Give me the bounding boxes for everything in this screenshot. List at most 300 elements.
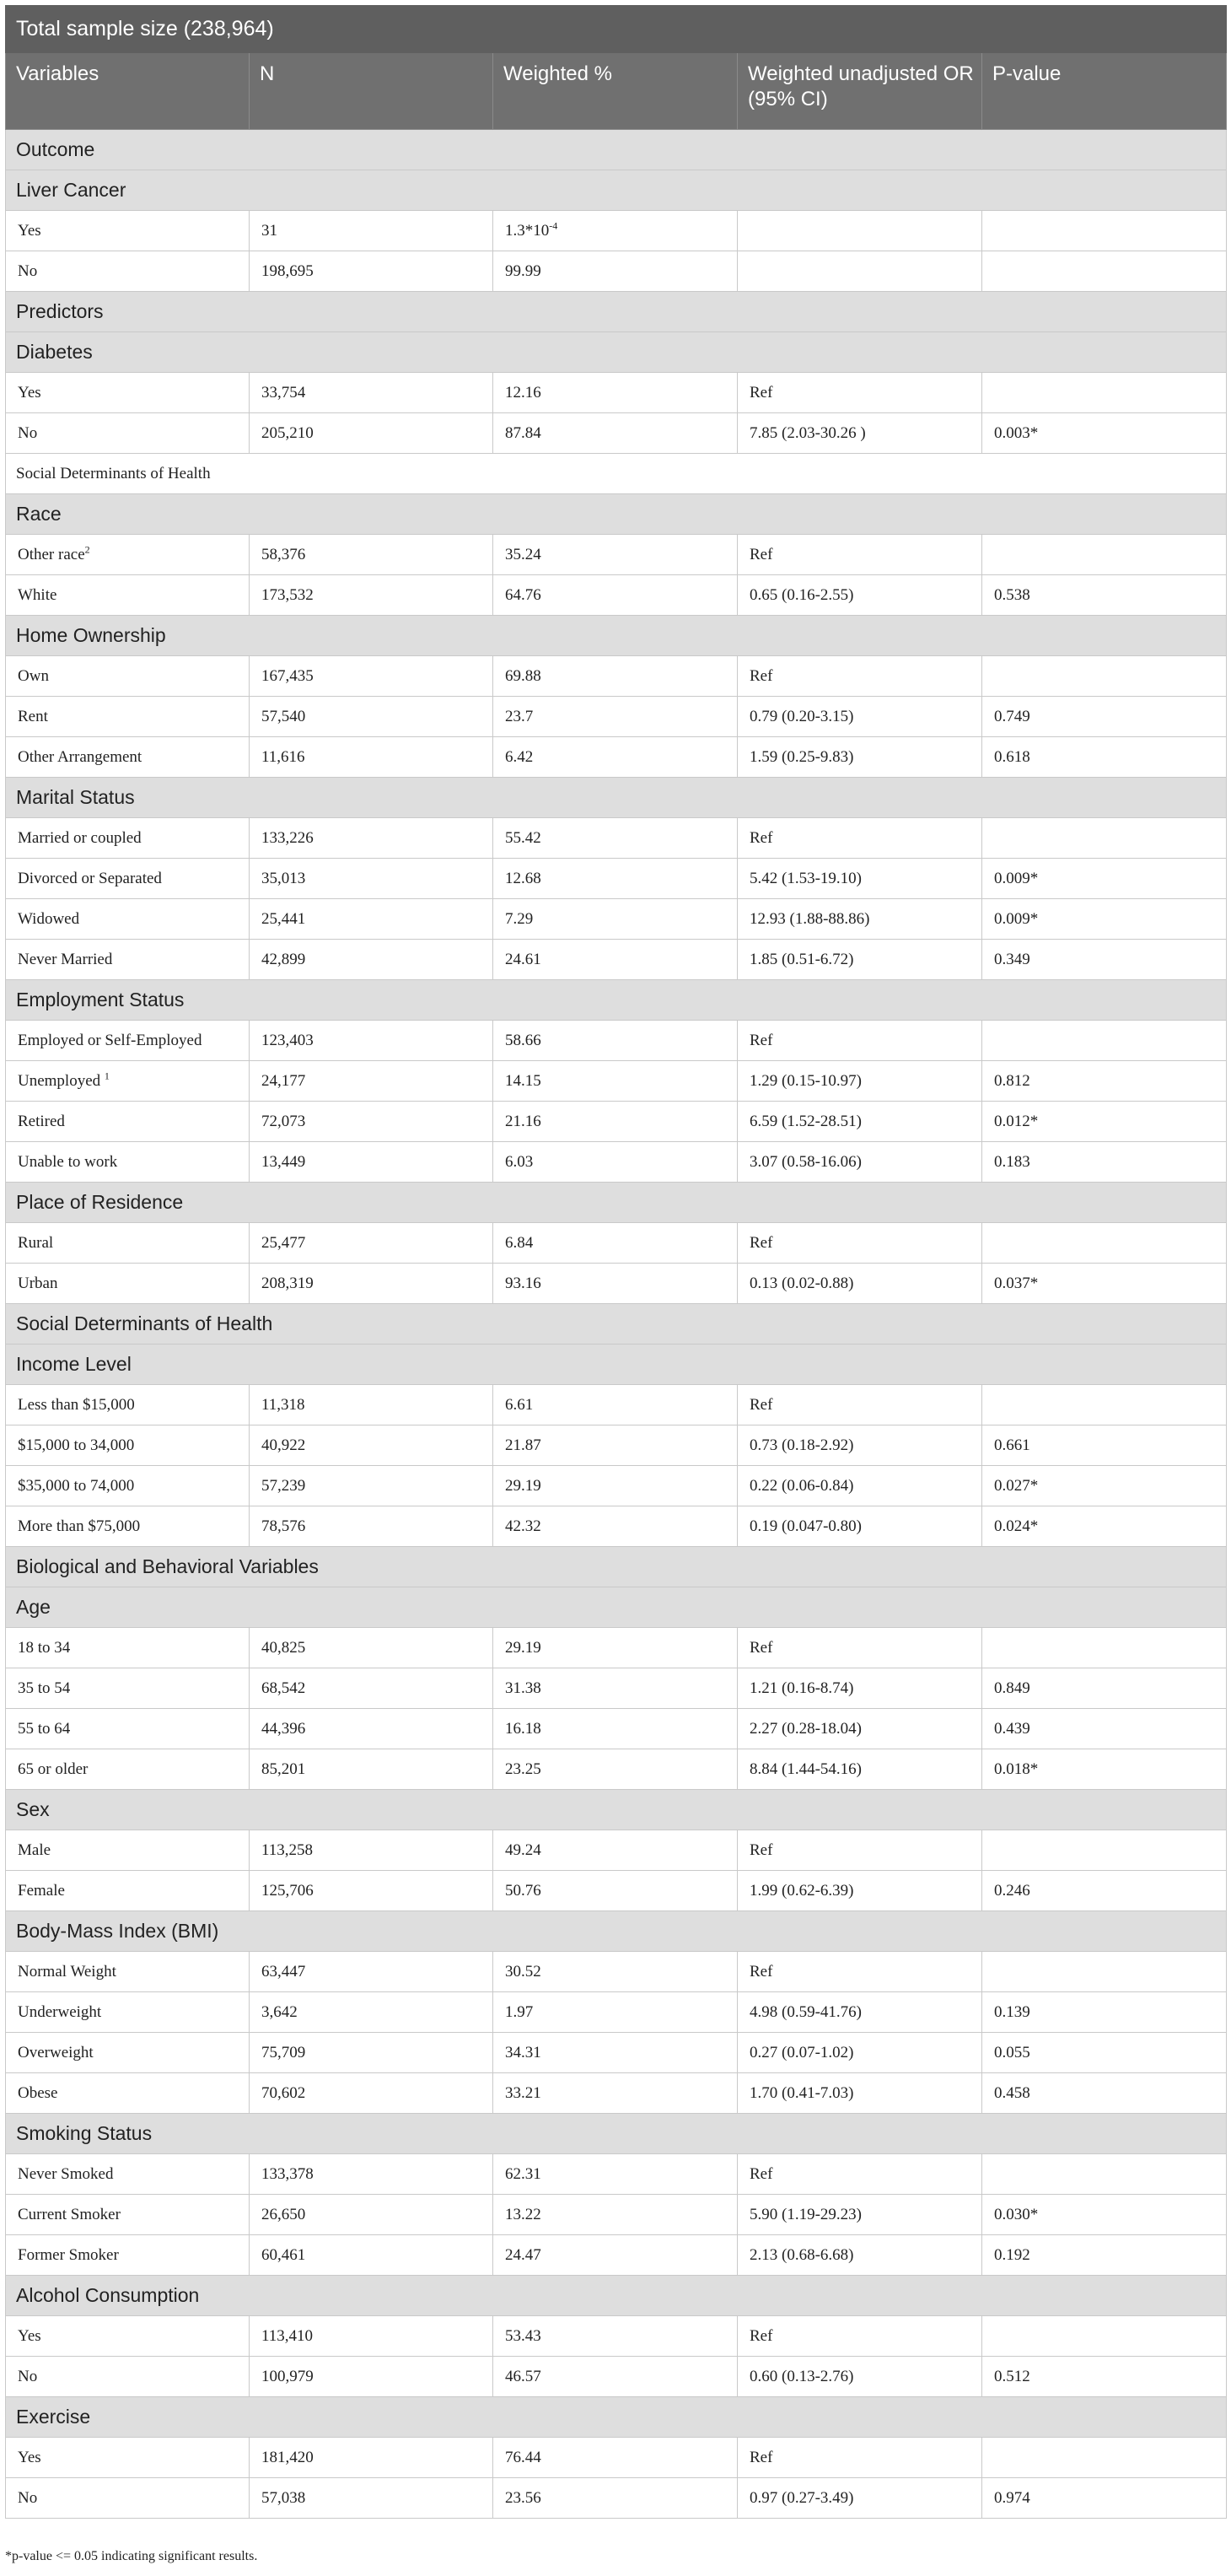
cell-weighted-or-text: 0.27 (0.07-1.02) <box>750 2043 854 2061</box>
section-row <box>6 1183 1227 1223</box>
cell-weighted-pct <box>493 1749 738 1790</box>
cell-variable-text: Rural <box>18 1233 54 1252</box>
cell-weighted-pct-text: 23.25 <box>505 1760 541 1778</box>
cell-weighted-pct-text: 33.21 <box>505 2083 541 2102</box>
cell-variable <box>6 1223 250 1264</box>
cell-weighted-pct-text: 1.3*10 <box>505 221 550 240</box>
cell-n <box>250 2033 493 2073</box>
table-row <box>6 1952 1227 1992</box>
cell-n <box>250 656 493 697</box>
cell-weighted-or <box>738 1668 982 1709</box>
cell-p-value <box>982 1709 1227 1749</box>
cell-weighted-pct-text: 21.16 <box>505 1112 541 1130</box>
cell-n-text: 3,642 <box>261 2002 298 2021</box>
cell-weighted-pct <box>493 818 738 859</box>
cell-variable <box>6 2438 250 2478</box>
cell-weighted-or-text: 0.60 (0.13-2.76) <box>750 2367 854 2385</box>
cell-weighted-or-text: 0.79 (0.20-3.15) <box>750 707 854 725</box>
cell-variable <box>6 535 250 575</box>
cell-n <box>250 1142 493 1183</box>
cell-n <box>250 1061 493 1102</box>
cell-weighted-or-text: Ref <box>750 666 773 685</box>
cell-n-text: 100,979 <box>261 2367 314 2385</box>
table-row <box>6 1830 1227 1871</box>
cell-weighted-pct <box>493 2357 738 2397</box>
section-label: Social Determinants of Health <box>6 1304 1227 1345</box>
cell-n-text: 208,319 <box>261 1274 314 1292</box>
cell-variable <box>6 211 250 251</box>
cell-p-value-text: 0.009* <box>994 909 1039 928</box>
cell-n-text: 44,396 <box>261 1719 306 1738</box>
cell-n-text: 11,616 <box>261 747 305 766</box>
cell-weighted-pct-text: 23.7 <box>505 707 534 725</box>
cell-weighted-pct-text: 69.88 <box>505 666 541 685</box>
cell-p-value <box>982 697 1227 737</box>
cell-variable-text: 35 to 54 <box>18 1679 71 1697</box>
cell-n-text: 24,177 <box>261 1071 306 1090</box>
cell-variable-text: Female <box>18 1881 65 1900</box>
cell-variable-text: Former Smoker <box>18 2245 119 2264</box>
cell-p-value <box>982 2033 1227 2073</box>
cell-weighted-pct <box>493 2073 738 2114</box>
cell-n-text: 57,038 <box>261 2488 306 2507</box>
cell-variable-text: Male <box>18 1840 51 1859</box>
table-row <box>6 251 1227 292</box>
cell-weighted-pct-text: 42.32 <box>505 1517 541 1535</box>
cell-weighted-or <box>738 697 982 737</box>
cell-n-text: 133,226 <box>261 828 314 847</box>
cell-variable <box>6 859 250 899</box>
cell-p-value-text: 0.027* <box>994 1476 1039 1495</box>
cell-variable-text: Employed or Self-Employed <box>18 1031 202 1049</box>
cell-n <box>250 2357 493 2397</box>
cell-weighted-pct <box>493 1142 738 1183</box>
cell-p-value <box>982 1061 1227 1102</box>
cell-p-value <box>982 1385 1227 1425</box>
cell-weighted-or-text: 2.13 (0.68-6.68) <box>750 2245 854 2264</box>
cell-weighted-or <box>738 1264 982 1304</box>
section-label: Exercise <box>6 2397 1227 2438</box>
cell-n-text: 75,709 <box>261 2043 306 2061</box>
table-row <box>6 2235 1227 2276</box>
section-row <box>6 1345 1227 1385</box>
cell-weighted-pct <box>493 1061 738 1102</box>
cell-n-text: 25,477 <box>261 1233 306 1252</box>
cell-weighted-or <box>738 1021 982 1061</box>
cell-weighted-pct-text: 49.24 <box>505 1840 541 1859</box>
cell-weighted-pct-text: 53.43 <box>505 2326 541 2345</box>
cell-weighted-or-text: 0.97 (0.27-3.49) <box>750 2488 854 2507</box>
cell-weighted-or-text: Ref <box>750 2164 773 2183</box>
cell-variable <box>6 1952 250 1992</box>
cell-n-text: 13,449 <box>261 1152 306 1171</box>
cell-weighted-pct-text: 16.18 <box>505 1719 541 1738</box>
cell-n <box>250 535 493 575</box>
cell-weighted-or <box>738 1749 982 1790</box>
cell-n-text: 113,258 <box>261 1840 314 1859</box>
cell-weighted-pct-text: 7.29 <box>505 909 534 928</box>
cell-variable <box>6 1668 250 1709</box>
cell-variable-text: Unemployed <box>18 1071 105 1090</box>
cell-weighted-pct <box>493 1223 738 1264</box>
cell-weighted-pct-text: 12.16 <box>505 383 541 401</box>
cell-weighted-pct <box>493 1506 738 1547</box>
cell-variable-text: Urban <box>18 1274 58 1292</box>
cell-n <box>250 1992 493 2033</box>
cell-variable-text: Obese <box>18 2083 58 2102</box>
section-label: Marital Status <box>6 778 1227 818</box>
cell-weighted-pct-text: 87.84 <box>505 423 541 442</box>
cell-weighted-or-text: 6.59 (1.52-28.51) <box>750 1112 862 1130</box>
cell-weighted-or-text: 1.29 (0.15-10.97) <box>750 1071 862 1090</box>
cell-variable-text: No <box>18 2367 38 2385</box>
cell-p-value-text: 0.183 <box>994 1152 1030 1171</box>
cell-p-value <box>982 413 1227 454</box>
cell-variable <box>6 413 250 454</box>
results-table-container <box>5 5 1226 2519</box>
cell-variable-text: Widowed <box>18 909 80 928</box>
cell-weighted-pct-text: 24.61 <box>505 950 541 968</box>
cell-variable <box>6 575 250 616</box>
cell-n-text: 181,420 <box>261 2448 314 2466</box>
cell-p-value <box>982 818 1227 859</box>
cell-p-value <box>982 535 1227 575</box>
cell-n-text: 40,922 <box>261 1436 306 1454</box>
cell-n <box>250 413 493 454</box>
cell-n <box>250 1264 493 1304</box>
cell-p-value-text: 0.661 <box>994 1436 1030 1454</box>
cell-p-value <box>982 1871 1227 1911</box>
cell-weighted-or-text: Ref <box>750 1638 773 1657</box>
header-weighted-pct: Weighted % <box>493 53 738 130</box>
cell-weighted-pct-text: 99.99 <box>505 261 541 280</box>
section-label: Place of Residence <box>6 1183 1227 1223</box>
cell-weighted-or-text: 1.70 (0.41-7.03) <box>750 2083 854 2102</box>
cell-weighted-or <box>738 2154 982 2195</box>
cell-variable <box>6 1466 250 1506</box>
cell-weighted-pct <box>493 2478 738 2519</box>
table-row <box>6 575 1227 616</box>
cell-variable <box>6 373 250 413</box>
table-row <box>6 1992 1227 2033</box>
cell-variable <box>6 1871 250 1911</box>
table-row <box>6 2154 1227 2195</box>
cell-weighted-or <box>738 1142 982 1183</box>
cell-weighted-pct <box>493 899 738 940</box>
cell-p-value-text: 0.003* <box>994 423 1039 442</box>
cell-weighted-pct <box>493 1385 738 1425</box>
cell-p-value-text: 0.012* <box>994 1112 1039 1130</box>
table-row <box>6 2478 1227 2519</box>
section-label: Predictors <box>6 292 1227 332</box>
cell-weighted-or <box>738 535 982 575</box>
cell-weighted-or <box>738 1709 982 1749</box>
cell-weighted-pct <box>493 1709 738 1749</box>
header-weighted-or: Weighted unadjusted OR (95% CI) <box>738 53 982 130</box>
cell-n <box>250 1021 493 1061</box>
table-row <box>6 1506 1227 1547</box>
cell-variable-text: Yes <box>18 2326 41 2345</box>
cell-weighted-pct-superscript: -4 <box>549 219 558 232</box>
cell-n <box>250 1628 493 1668</box>
cell-variable <box>6 1385 250 1425</box>
cell-p-value-text: 0.749 <box>994 707 1030 725</box>
cell-variable-text: Less than $15,000 <box>18 1395 135 1414</box>
cell-weighted-or-text: Ref <box>750 1233 773 1252</box>
cell-n-text: 26,650 <box>261 2205 306 2223</box>
table-row <box>6 413 1227 454</box>
cell-n-text: 58,376 <box>261 545 306 563</box>
cell-n-text: 125,706 <box>261 1881 314 1900</box>
section-label: Sex <box>6 1790 1227 1830</box>
cell-n <box>250 940 493 980</box>
cell-n <box>250 1466 493 1506</box>
cell-weighted-or-text: 4.98 (0.59-41.76) <box>750 2002 862 2021</box>
cell-weighted-pct-text: 46.57 <box>505 2367 541 2385</box>
cell-p-value-text: 0.030* <box>994 2205 1039 2223</box>
cell-weighted-pct <box>493 940 738 980</box>
section-row <box>6 1790 1227 1830</box>
section-row <box>6 1547 1227 1587</box>
cell-weighted-pct-text: 21.87 <box>505 1436 541 1454</box>
cell-weighted-or-text: 5.42 (1.53-19.10) <box>750 869 862 887</box>
cell-n-text: 31 <box>261 221 277 240</box>
cell-p-value <box>982 1952 1227 1992</box>
cell-n <box>250 1830 493 1871</box>
table-row <box>6 737 1227 778</box>
cell-p-value <box>982 1668 1227 1709</box>
cell-variable <box>6 1709 250 1749</box>
cell-variable-text: Yes <box>18 2448 41 2466</box>
section-label: Diabetes <box>6 332 1227 373</box>
cell-n <box>250 1709 493 1749</box>
cell-variable <box>6 1021 250 1061</box>
cell-variable-text: Unable to work <box>18 1152 118 1171</box>
section-row <box>6 130 1227 170</box>
cell-weighted-or <box>738 1506 982 1547</box>
cell-n-text: 68,542 <box>261 1679 306 1697</box>
section-label: Race <box>6 494 1227 535</box>
table-header-row <box>6 53 1227 130</box>
section-row <box>6 778 1227 818</box>
cell-weighted-pct <box>493 2154 738 2195</box>
cell-weighted-pct <box>493 697 738 737</box>
cell-weighted-or <box>738 656 982 697</box>
cell-variable-text: Never Smoked <box>18 2164 114 2183</box>
cell-variable-superscript: 2 <box>84 543 90 556</box>
subheading-row <box>6 454 1227 494</box>
cell-variable-superscript: 1 <box>104 1070 110 1082</box>
cell-variable-text: Never Married <box>18 950 113 968</box>
cell-weighted-or <box>738 2357 982 2397</box>
cell-weighted-pct-text: 6.61 <box>505 1395 534 1414</box>
table-row <box>6 211 1227 251</box>
cell-weighted-or-text: 8.84 (1.44-54.16) <box>750 1760 862 1778</box>
cell-weighted-pct <box>493 1102 738 1142</box>
cell-weighted-or-text: 5.90 (1.19-29.23) <box>750 2205 862 2223</box>
cell-n-text: 167,435 <box>261 666 314 685</box>
cell-p-value-text: 0.024* <box>994 1517 1039 1535</box>
cell-weighted-or-text: 1.85 (0.51-6.72) <box>750 950 854 968</box>
cell-n-text: 133,378 <box>261 2164 314 2183</box>
cell-n <box>250 2154 493 2195</box>
table-row <box>6 2316 1227 2357</box>
cell-n <box>250 1506 493 1547</box>
cell-p-value <box>982 2478 1227 2519</box>
cell-n <box>250 1425 493 1466</box>
cell-weighted-pct-text: 24.47 <box>505 2245 541 2264</box>
cell-p-value <box>982 575 1227 616</box>
cell-weighted-pct <box>493 656 738 697</box>
cell-weighted-pct <box>493 1466 738 1506</box>
cell-weighted-pct <box>493 2438 738 2478</box>
cell-variable-text: Normal Weight <box>18 1962 116 1981</box>
cell-weighted-or-text: Ref <box>750 383 773 401</box>
table-row <box>6 1102 1227 1142</box>
section-label: Income Level <box>6 1345 1227 1385</box>
cell-p-value <box>982 899 1227 940</box>
cell-p-value-text: 0.849 <box>994 1679 1030 1697</box>
cell-p-value <box>982 2154 1227 2195</box>
cell-p-value-text: 0.512 <box>994 2367 1030 2385</box>
cell-weighted-pct <box>493 1264 738 1304</box>
cell-weighted-pct-text: 35.24 <box>505 545 541 563</box>
cell-weighted-pct-text: 30.52 <box>505 1962 541 1981</box>
cell-weighted-or-text: 0.73 (0.18-2.92) <box>750 1436 854 1454</box>
cell-n-text: 113,410 <box>261 2326 314 2345</box>
table-row <box>6 373 1227 413</box>
cell-n <box>250 2438 493 2478</box>
cell-p-value-text: 0.139 <box>994 2002 1030 2021</box>
cell-variable-text: Married or coupled <box>18 828 142 847</box>
table-row <box>6 1223 1227 1264</box>
cell-variable-text: Rent <box>18 707 48 725</box>
cell-weighted-pct-text: 13.22 <box>505 2205 541 2223</box>
table-row <box>6 1668 1227 1709</box>
cell-weighted-pct <box>493 1871 738 1911</box>
cell-n-text: 57,239 <box>261 1476 306 1495</box>
cell-variable <box>6 818 250 859</box>
table-row <box>6 1264 1227 1304</box>
cell-weighted-pct-text: 6.42 <box>505 747 534 766</box>
cell-weighted-pct <box>493 1425 738 1466</box>
cell-p-value-text: 0.538 <box>994 585 1030 604</box>
header-n: N <box>250 53 493 130</box>
section-label: Alcohol Consumption <box>6 2276 1227 2316</box>
table-title-row <box>6 6 1227 53</box>
cell-weighted-or <box>738 373 982 413</box>
cell-variable-text: $15,000 to 34,000 <box>18 1436 135 1454</box>
cell-p-value <box>982 1264 1227 1304</box>
section-row <box>6 292 1227 332</box>
cell-n <box>250 859 493 899</box>
cell-variable <box>6 2235 250 2276</box>
cell-weighted-pct <box>493 2235 738 2276</box>
cell-weighted-or-text: 7.85 (2.03-30.26 ) <box>750 423 866 442</box>
cell-variable <box>6 697 250 737</box>
cell-variable-text: No <box>18 423 38 442</box>
section-row <box>6 616 1227 656</box>
cell-weighted-pct-text: 1.97 <box>505 2002 534 2021</box>
cell-p-value-text: 0.246 <box>994 1881 1030 1900</box>
cell-p-value <box>982 2357 1227 2397</box>
cell-weighted-pct <box>493 373 738 413</box>
cell-p-value <box>982 1466 1227 1506</box>
cell-weighted-or-text: Ref <box>750 1395 773 1414</box>
cell-variable <box>6 2195 250 2235</box>
cell-n <box>250 373 493 413</box>
cell-variable <box>6 1061 250 1102</box>
cell-n-text: 70,602 <box>261 2083 306 2102</box>
section-label: Liver Cancer <box>6 170 1227 211</box>
cell-weighted-or <box>738 1385 982 1425</box>
cell-n <box>250 1102 493 1142</box>
cell-n-text: 78,576 <box>261 1517 306 1535</box>
cell-weighted-pct-text: 29.19 <box>505 1476 541 1495</box>
cell-variable-text: Yes <box>18 221 41 240</box>
cell-n-text: 33,754 <box>261 383 306 401</box>
cell-n <box>250 1952 493 1992</box>
table-row <box>6 2195 1227 2235</box>
cell-weighted-pct-text: 58.66 <box>505 1031 541 1049</box>
cell-p-value <box>982 1021 1227 1061</box>
section-label: Smoking Status <box>6 2114 1227 2154</box>
cell-variable-text: $35,000 to 74,000 <box>18 1476 135 1495</box>
cell-weighted-or-text: Ref <box>750 1962 773 1981</box>
results-table <box>5 5 1227 2519</box>
cell-n <box>250 211 493 251</box>
table-row <box>6 1385 1227 1425</box>
section-row <box>6 1911 1227 1952</box>
table-row <box>6 1749 1227 1790</box>
cell-weighted-pct-text: 31.38 <box>505 1679 541 1697</box>
cell-variable-text: Other race <box>18 545 85 563</box>
section-row <box>6 2276 1227 2316</box>
cell-weighted-or <box>738 2235 982 2276</box>
cell-p-value-text: 0.812 <box>994 1071 1030 1090</box>
cell-weighted-or <box>738 575 982 616</box>
section-row <box>6 170 1227 211</box>
cell-weighted-or-text: Ref <box>750 828 773 847</box>
cell-n-text: 42,899 <box>261 950 306 968</box>
cell-variable-text: Other Arrangement <box>18 747 142 766</box>
cell-variable-text: More than $75,000 <box>18 1517 141 1535</box>
table-row <box>6 697 1227 737</box>
cell-p-value <box>982 656 1227 697</box>
cell-weighted-pct <box>493 2316 738 2357</box>
cell-weighted-pct <box>493 859 738 899</box>
cell-weighted-pct <box>493 251 738 292</box>
cell-weighted-pct-text: 55.42 <box>505 828 541 847</box>
cell-weighted-or <box>738 1102 982 1142</box>
cell-variable <box>6 1749 250 1790</box>
cell-p-value <box>982 940 1227 980</box>
cell-weighted-or-text: 3.07 (0.58-16.06) <box>750 1152 862 1171</box>
cell-weighted-or <box>738 1223 982 1264</box>
cell-variable <box>6 656 250 697</box>
cell-variable-text: Divorced or Separated <box>18 869 162 887</box>
table-footnote: *p-value <= 0.05 indicating significant results. <box>5 2549 258 2563</box>
section-label: Body-Mass Index (BMI) <box>6 1911 1227 1952</box>
section-label: Employment Status <box>6 980 1227 1021</box>
cell-weighted-or-text: Ref <box>750 2448 773 2466</box>
cell-p-value-text: 0.192 <box>994 2245 1030 2264</box>
table-row <box>6 1021 1227 1061</box>
cell-p-value <box>982 1628 1227 1668</box>
cell-variable-text: 65 or older <box>18 1760 89 1778</box>
cell-variable <box>6 2357 250 2397</box>
cell-n-text: 123,403 <box>261 1031 314 1049</box>
